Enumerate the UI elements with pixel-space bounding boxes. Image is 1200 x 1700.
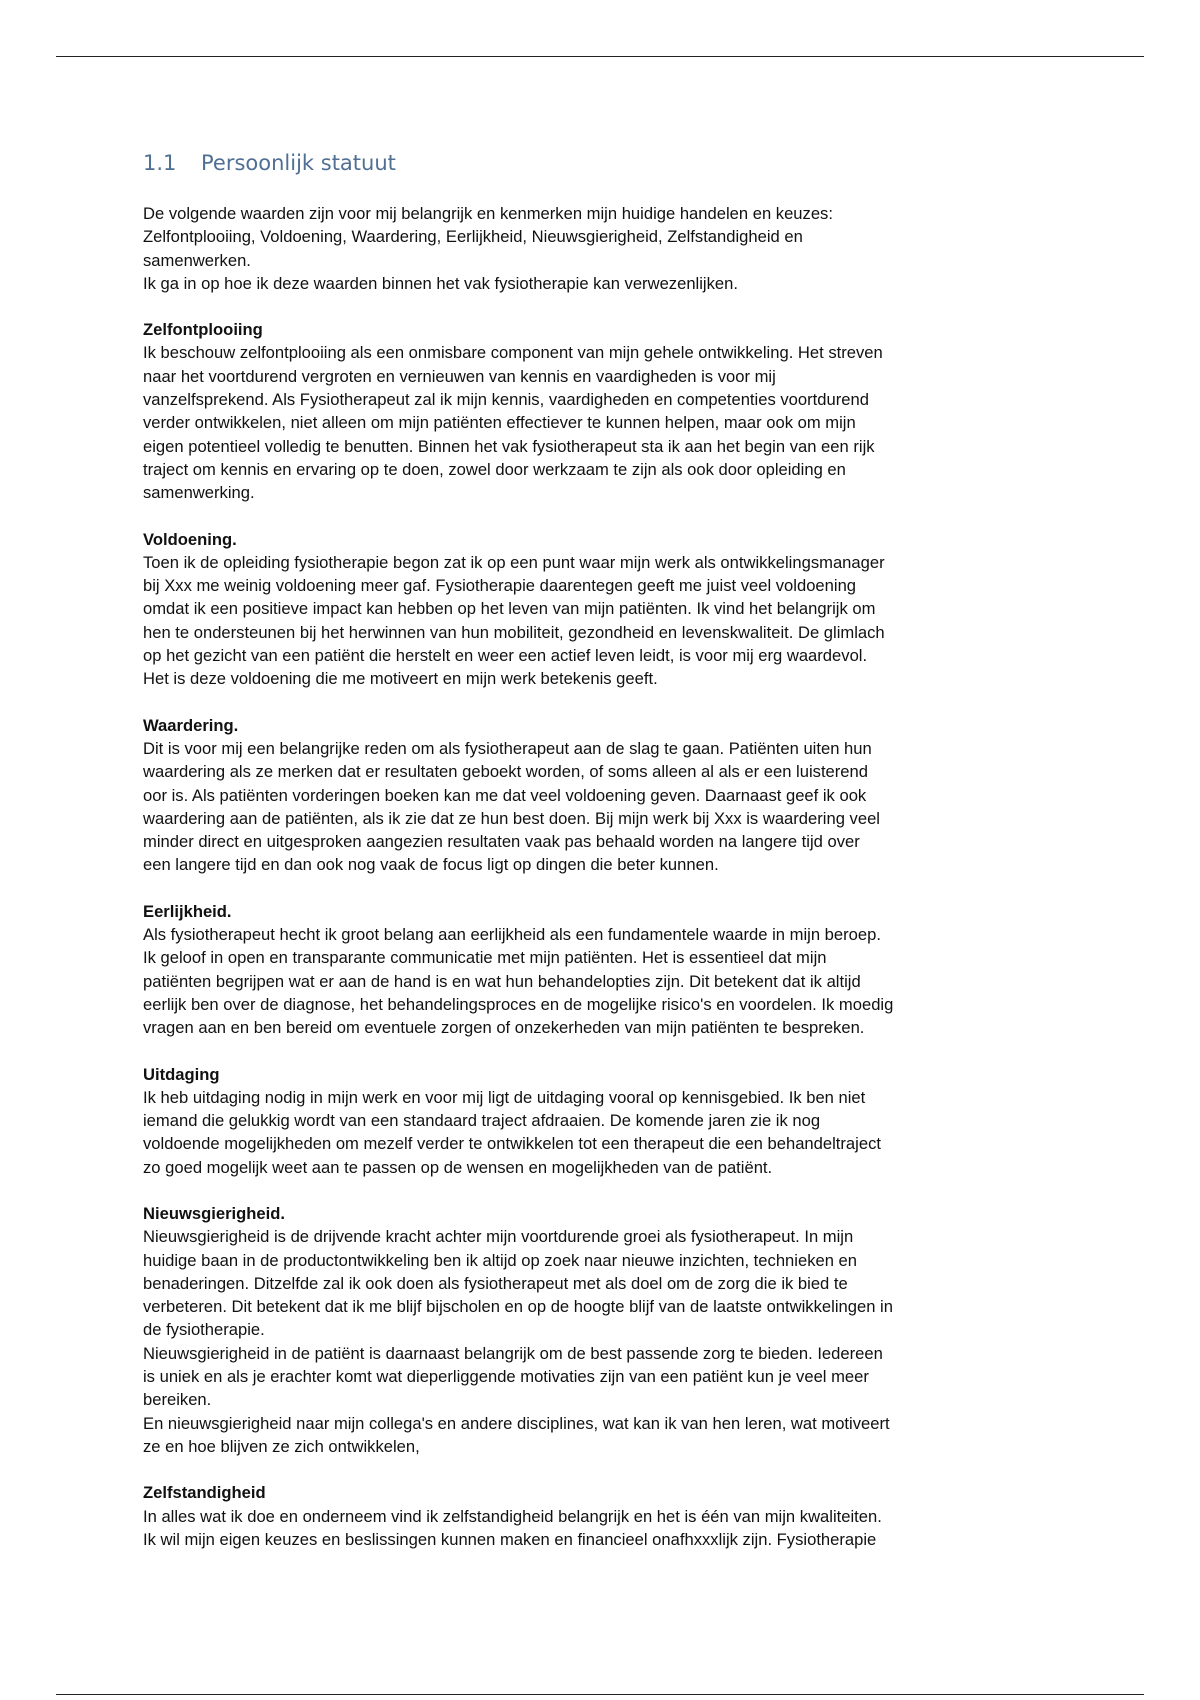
value-paragraph [143, 551, 1063, 691]
value-paragraph [143, 737, 1063, 877]
section-title: Persoonlijk statuut [201, 151, 396, 175]
text-line: verbeteren. Dit betekent dat ik me blijf bijscholen en op de hoogte blijf van de laatste ontwikkelingen in [143, 1297, 893, 1317]
text-line: bereiken. [143, 1390, 212, 1410]
text-line: de fysiotherapie. [143, 1320, 265, 1340]
value-heading: Nieuwsgierigheid. [143, 1203, 285, 1223]
text-line: Ik wil mijn eigen keuzes en beslissingen kunnen maken en financieel onafhxxxlijk zijn. Fysiotherapie [143, 1529, 877, 1549]
value-paragraph [143, 923, 1063, 1039]
section-zelfontplooiing [143, 318, 1063, 504]
text-line: In alles wat ik doe en onderneem vind ik zelfstandigheid belangrijk en het is één van mijn kwaliteiten. [143, 1506, 882, 1526]
text-line: naar het voortdurend vergroten en vernieuwen van kennis en vaardigheden is voor mij [143, 366, 776, 386]
text-line: En nieuwsgierigheid naar mijn collega's en andere disciplines, wat kan ik van hen leren, wat motiveert [143, 1413, 890, 1433]
text-line: eigen potentieel volledig te benutten. Binnen het vak fysiotherapeut sta ik aan het begin van een rijk [143, 436, 875, 456]
text-line: verder ontwikkelen, niet alleen om mijn patiënten effectiever te kunnen helpen, maar ook om mijn [143, 413, 856, 433]
text-line: traject om kennis en ervaring op te doen, zowel door werkzaam te zijn als ook door opleiding en [143, 459, 846, 479]
text-line: huidige baan in de productontwikkeling ben ik altijd op zoek naar nieuwe inzichten, technieken en [143, 1250, 858, 1270]
text-line: Nieuwsgierigheid in de patiënt is daarnaast belangrijk om de best passende zorg te bieden. Iedereen [143, 1343, 883, 1363]
section-waardering [143, 714, 1063, 877]
text-line: Dit is voor mij een belangrijke reden om als fysiotherapeut aan de slag te gaan. Patiënten uiten hun [143, 738, 872, 758]
text-line: bij Xxx me weinig voldoening meer gaf. Fysiotherapie daarentegen geeft me juist veel voldoening [143, 576, 857, 596]
value-paragraph [143, 1086, 1063, 1179]
text-line: minder direct en uitgesproken aangezien resultaten vaak pas behaald worden na langere tijd over [143, 832, 860, 852]
text-line: voldoende mogelijkheden om mezelf verder te ontwikkelen tot een therapeut die een behandeltraject [143, 1134, 881, 1154]
text-line: vanzelfsprekend. Als Fysiotherapeut zal ik mijn kennis, vaardigheden en competenties voortdurend [143, 390, 869, 410]
section-heading [143, 148, 1063, 178]
text-line: vragen aan en ben bereid om eventuele zorgen of onzekerheden van mijn patiënten te bespreken. [143, 1018, 865, 1038]
text-line: Het is deze voldoening die me motiveert en mijn werk betekenis geeft. [143, 669, 658, 689]
section-voldoening [143, 528, 1063, 691]
text-line: benaderingen. Ditzelfde zal ik ook doen als fysiotherapeut met als doel om de zorg die ik bied te [143, 1273, 848, 1293]
section-eerlijkheid [143, 900, 1063, 1040]
text-line: waardering als ze merken dat er resultaten geboekt worden, of soms alleen al als er een luisterend [143, 762, 868, 782]
text-line: samenwerking. [143, 483, 255, 503]
value-heading: Uitdaging [143, 1064, 220, 1084]
intro-line: Zelfontplooiing, Voldoening, Waardering, Eerlijkheid, Nieuwsgierigheid, Zelfstandigheid en [143, 227, 803, 247]
text-line: Nieuwsgierigheid is de drijvende kracht achter mijn voortdurende groei als fysiotherapeut. In mijn [143, 1227, 854, 1247]
value-heading: Zelfontplooiing [143, 320, 263, 340]
text-line: op het gezicht van een patiënt die herstelt en weer een actief leven leidt, is voor mij erg waardevol. [143, 646, 868, 666]
intro-paragraph [143, 202, 1063, 295]
value-heading: Voldoening. [143, 529, 237, 549]
text-line: omdat ik een positieve impact kan hebben op het leven van mijn patiënten. Ik vind het belangrijk om [143, 599, 876, 619]
section-uitdaging [143, 1063, 1063, 1179]
text-line: Als fysiotherapeut hecht ik groot belang aan eerlijkheid als een fundamentele waarde in mijn beroep. [143, 925, 881, 945]
value-heading: Eerlijkheid. [143, 901, 232, 921]
value-heading: Zelfstandigheid [143, 1483, 266, 1503]
section-zelfstandigheid [143, 1481, 1063, 1551]
text-line: Ik geloof in open en transparante communicatie met mijn patiënten. Het is essentieel dat mijn [143, 948, 827, 968]
text-line: is uniek en als je erachter komt wat dieperliggende motivaties zijn van een patiënt kun je veel meer [143, 1367, 869, 1387]
intro-line: De volgende waarden zijn voor mij belangrijk en kenmerken mijn huidige handelen en keuzes: [143, 204, 833, 223]
value-paragraph [143, 1225, 1063, 1458]
text-line: Toen ik de opleiding fysiotherapie begon zat ik op een punt waar mijn werk als ontwikkelingsmanager [143, 552, 885, 572]
section-nieuwsgierigheid [143, 1202, 1063, 1458]
value-paragraph [143, 341, 1063, 504]
intro-line: samenwerken. [143, 250, 251, 270]
text-line: ze en hoe blijven ze zich ontwikkelen, [143, 1436, 420, 1456]
value-paragraph [143, 1505, 1063, 1552]
footer-rule [56, 1694, 1144, 1695]
text-line: Ik beschouw zelfontplooiing als een onmisbare component van mijn gehele ontwikkeling. Het streven [143, 343, 883, 363]
text-line: oor is. Als patiënten vorderingen boeken kan me dat veel voldoening geven. Daarnaast geef ik ook [143, 785, 867, 805]
document-body [143, 148, 1063, 1551]
section-number: 1.1 [143, 151, 177, 175]
text-line: een langere tijd en dan ook nog vaak de focus ligt op dingen die beter kunnen. [143, 855, 719, 875]
text-line: zo goed mogelijk weet aan te passen op de wensen en mogelijkheden van de patiënt. [143, 1157, 773, 1177]
intro-line: Ik ga in op hoe ik deze waarden binnen het vak fysiotherapie kan verwezenlijken. [143, 273, 738, 293]
text-line: waardering aan de patiënten, als ik zie dat ze hun best doen. Bij mijn werk bij Xxx is waardering veel [143, 808, 880, 828]
text-line: patiënten begrijpen wat er aan de hand is en wat hun behandelopties zijn. Dit betekent dat ik altijd [143, 971, 861, 991]
header-rule [56, 56, 1144, 57]
value-heading: Waardering. [143, 715, 239, 735]
text-line: hen te ondersteunen bij het herwinnen van hun mobiliteit, gezondheid en levenskwaliteit. De glimlach [143, 622, 885, 642]
text-line: eerlijk ben over de diagnose, het behandelingsproces en de mogelijke risico's en voordelen. Ik moedig [143, 994, 894, 1014]
text-line: Ik heb uitdaging nodig in mijn werk en voor mij ligt de uitdaging vooral op kennisgebied. Ik ben niet [143, 1087, 866, 1107]
text-line: iemand die gelukkig wordt van een standaard traject afdraaien. De komende jaren zie ik nog [143, 1111, 821, 1131]
